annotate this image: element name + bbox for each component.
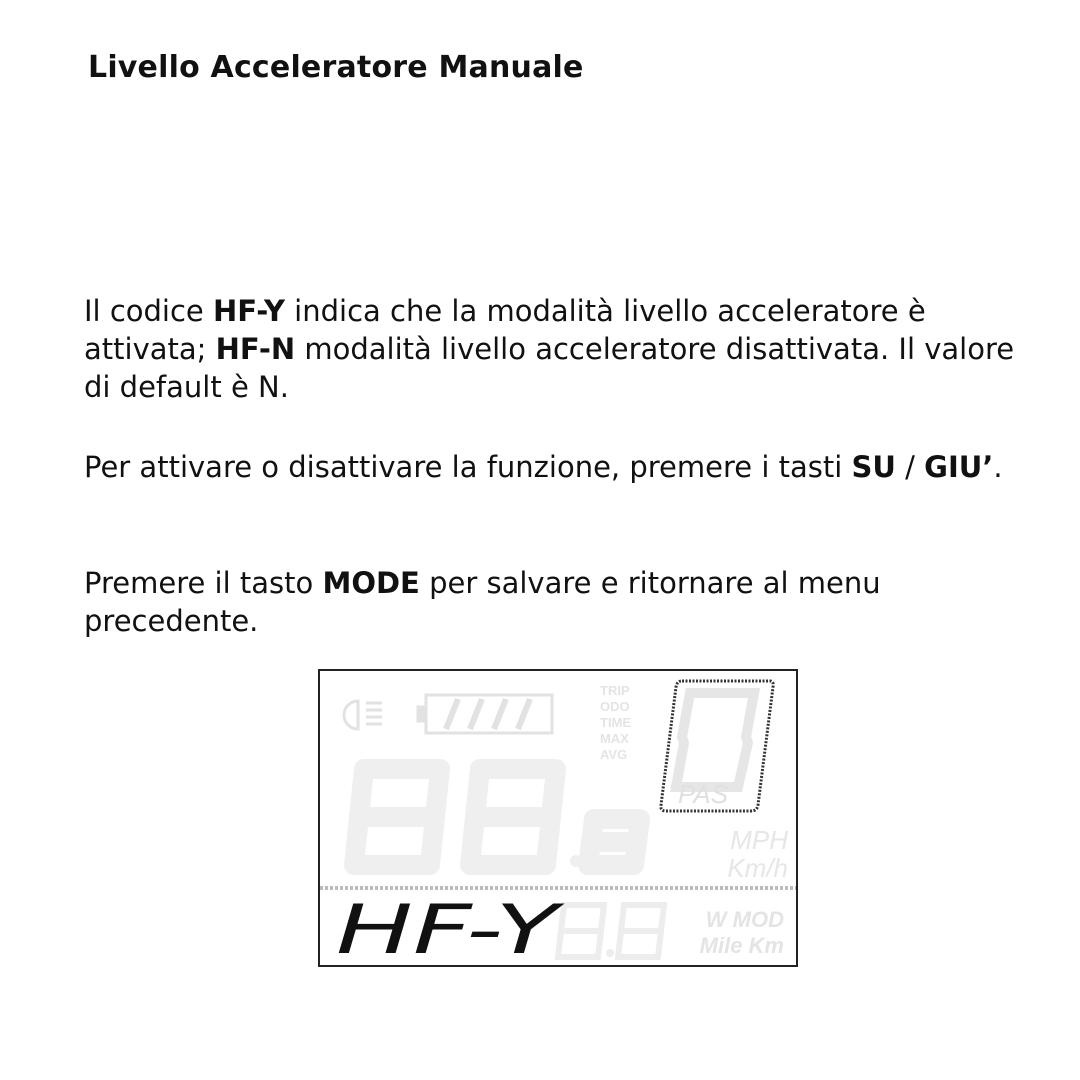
unit-mile-km: Mile Km — [699, 933, 784, 958]
unit-kmh: Km/h — [727, 853, 788, 883]
display-code: HF-Y — [336, 891, 565, 967]
unit-mph: MPH — [730, 825, 788, 855]
speed-units — [727, 825, 788, 883]
key-giu: GIU’ — [924, 450, 994, 484]
text-segment: Per attivare o disattivare la funzione, premere i tasti — [84, 450, 852, 484]
code-hf-n: HF-N — [215, 332, 296, 366]
info-label-max: MAX — [600, 731, 629, 746]
text-segment: indica che la modalità livello acceleratore è attivata; — [84, 294, 926, 366]
text-segment: Il codice — [84, 294, 213, 328]
text-segment: Premere il tasto — [84, 566, 323, 600]
paragraph-toggle-instructions — [84, 448, 1034, 486]
info-label-avg: AVG — [600, 747, 628, 762]
info-label-odo: ODO — [600, 699, 630, 714]
bottom-units — [700, 907, 784, 958]
info-label-time: TIME — [600, 715, 632, 730]
text-segment: / — [895, 450, 925, 484]
unit-w-mod: W MOD — [705, 907, 784, 932]
paragraph-code-description — [84, 292, 1034, 406]
paragraph-save-instructions — [84, 564, 1034, 640]
lcd-display-illustration — [318, 669, 798, 967]
text-segment: per salvare e ritornare al menu precedente. — [84, 566, 881, 638]
info-labels — [600, 683, 631, 762]
text-segment: modalità livello acceleratore disattivata. Il valore di default è N. — [84, 332, 1015, 404]
pas-label: PAS — [678, 779, 729, 809]
key-mode: MODE — [322, 566, 420, 600]
page-title: Livello Acceleratore Manuale — [88, 50, 584, 85]
code-hf-y: HF-Y — [213, 294, 285, 328]
text-segment: . — [993, 450, 1003, 484]
key-su: SU — [851, 450, 896, 484]
info-label-trip: TRIP — [600, 683, 630, 698]
